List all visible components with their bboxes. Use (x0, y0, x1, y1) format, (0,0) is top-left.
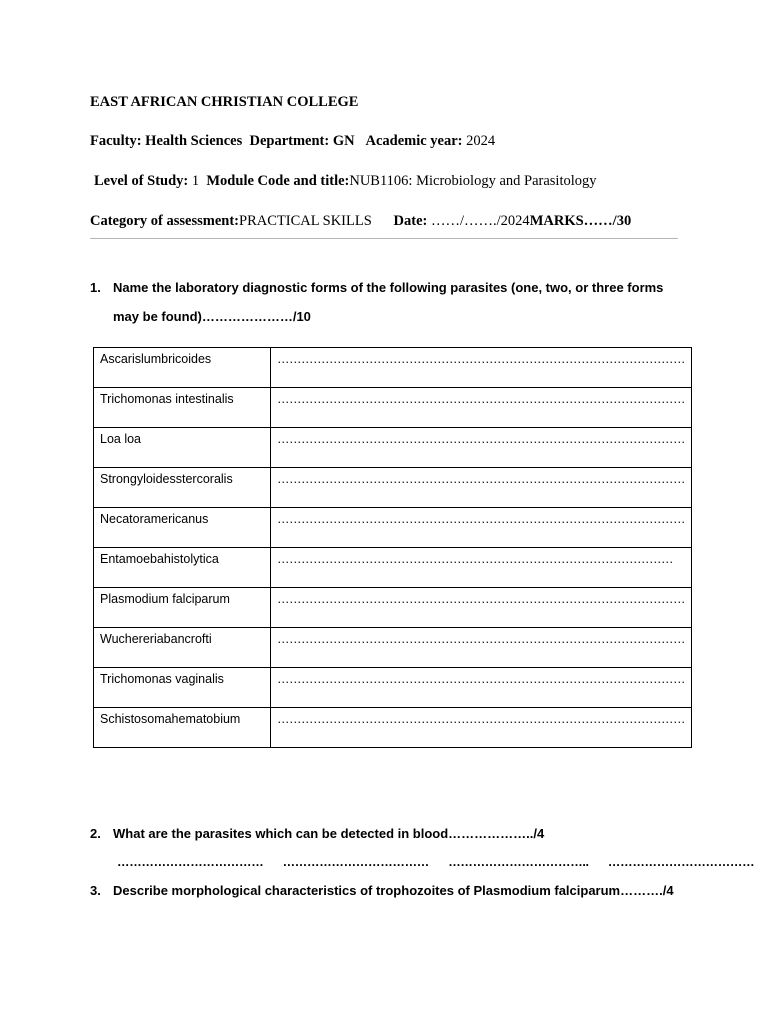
module-value: NUB1106: Microbiology and Parasitology (349, 173, 597, 189)
question-3 (90, 883, 674, 898)
year-label: Academic year: (365, 133, 463, 149)
answer-cell[interactable]: ………………………………………………………………………………………… (271, 348, 692, 388)
answer-blank[interactable]: …………………………….. (448, 855, 589, 869)
date-value: ……/……./2024 (431, 213, 530, 229)
question-1-number: 1. (90, 280, 101, 295)
faculty-line (90, 133, 495, 150)
question-1 (90, 280, 663, 295)
table-row (94, 708, 692, 748)
parasite-name: Strongyloidesstercoralis (94, 468, 271, 508)
answer-cell[interactable]: ………………………………………………………………………………………… (271, 428, 692, 468)
question-2-text: What are the parasites which can be detected in blood………………../4 (113, 826, 545, 841)
table-row (94, 428, 692, 468)
year-value: 2024 (466, 133, 496, 149)
question-3-text: Describe morphological characteristics of trophozoites of Plasmodium falciparum………./4 (113, 883, 674, 898)
parasite-name: Necatoramericanus (94, 508, 271, 548)
question-1-text-cont: may be found)…………………/10 (113, 309, 311, 324)
answer-blank[interactable]: ……………………………… (117, 855, 264, 869)
parasite-name: Trichomonas vaginalis (94, 668, 271, 708)
category-value: PRACTICAL SKILLS (239, 213, 372, 229)
answer-cell[interactable]: ………………………………………………………………………………………… (271, 668, 692, 708)
faculty-value: Health Sciences (145, 133, 243, 149)
level-line (94, 173, 597, 190)
parasite-name: Entamoebahistolytica (94, 548, 271, 588)
table-row (94, 628, 692, 668)
category-label: Category of assessment: (90, 213, 239, 229)
parasite-table (93, 347, 692, 748)
table-row (94, 668, 692, 708)
date-label: Date: (393, 213, 428, 229)
table-row (94, 388, 692, 428)
question-2 (90, 826, 544, 841)
question-1-text: Name the laboratory diagnostic forms of the following parasites (one, two, or three forms (113, 280, 664, 295)
level-value: 1 (191, 173, 200, 189)
answer-cell[interactable]: ……………………………………………………………………………………… (271, 548, 692, 588)
answer-blank[interactable]: ……………………………… (282, 855, 429, 869)
parasite-name: Plasmodium falciparum (94, 588, 271, 628)
answer-cell[interactable]: ………………………………………………………………………………………… (271, 708, 692, 748)
question-3-number: 3. (90, 883, 101, 898)
question-2-number: 2. (90, 826, 101, 841)
parasite-name: Trichomonas intestinalis (94, 388, 271, 428)
level-label: Level of Study: (94, 173, 189, 189)
table-row (94, 548, 692, 588)
parasite-name: Loa loa (94, 428, 271, 468)
answer-cell[interactable]: ………………………………………………………………………………………… (271, 388, 692, 428)
answer-cell[interactable]: ………………………………………………………………………………………… (271, 468, 692, 508)
question-2-blanks (117, 855, 768, 869)
answer-blank[interactable]: ……………………………… (607, 855, 755, 869)
department-label: Department: (249, 133, 330, 149)
table-row (94, 588, 692, 628)
parasite-name: Ascarislumbricoides (94, 348, 271, 388)
answer-cell[interactable]: ………………………………………………………………………………………… (271, 508, 692, 548)
college-name: EAST AFRICAN CHRISTIAN COLLEGE (90, 94, 359, 110)
table-row (94, 468, 692, 508)
parasite-name: Schistosomahematobium (94, 708, 271, 748)
marks-label: MARKS……/30 (529, 213, 632, 229)
parasite-name: Wuchereriabancrofti (94, 628, 271, 668)
answer-cell[interactable]: ………………………………………………………………………………………… (271, 588, 692, 628)
module-label: Module Code and title: (206, 173, 350, 189)
answer-cell[interactable]: ………………………………………………………………………………………… (271, 628, 692, 668)
department-value: GN (332, 133, 355, 149)
header-divider (90, 238, 678, 239)
table-row (94, 348, 692, 388)
table-row (94, 508, 692, 548)
faculty-label: Faculty: (90, 133, 142, 149)
category-line (90, 213, 631, 230)
